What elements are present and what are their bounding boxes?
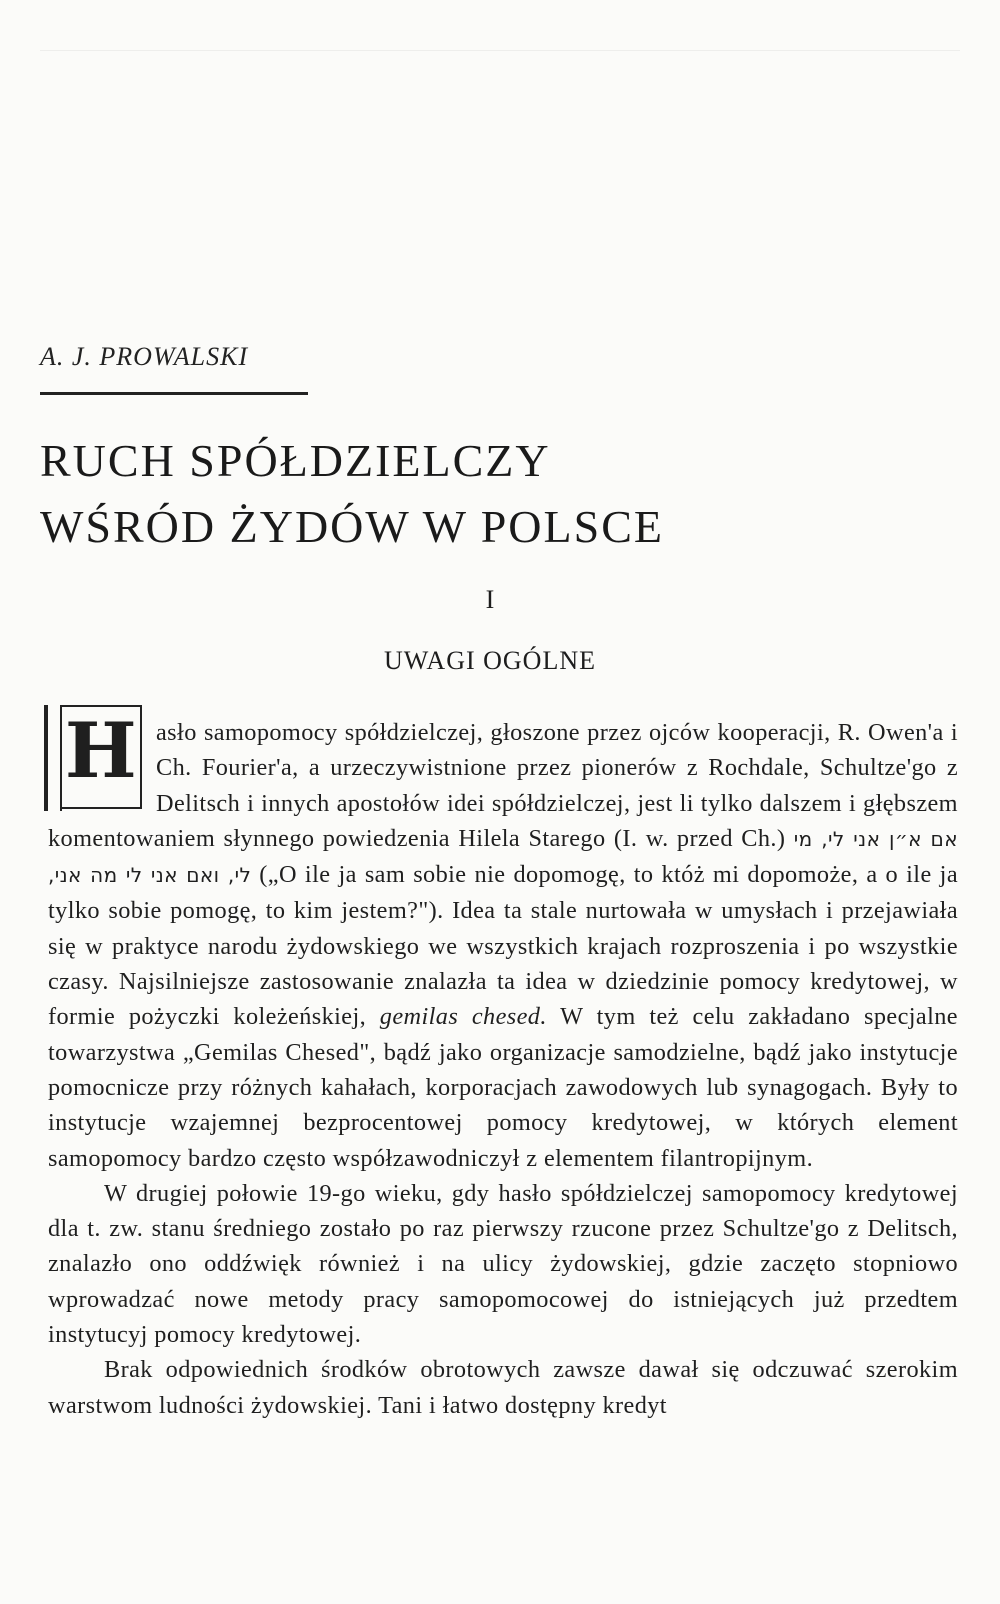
article-title bbox=[40, 428, 664, 560]
article-body bbox=[48, 706, 958, 1423]
title-line-2: WŚRÓD ŻYDÓW W POLSCE bbox=[40, 501, 664, 552]
paragraph-3: Brak odpowiednich środków obrotowych zawsze dawał się odczuwać szerokim warstwom ludności żydowskiej. Tani i łatwo dostępny kredyt bbox=[48, 1356, 958, 1419]
author-name: A. J. PROWALSKI bbox=[40, 342, 249, 371]
paragraph-1-text-a: asło samopomocy spółdzielczej, głoszone przez ojców kooperacji, R. Owen'a i Ch. Fourier'a, a urzeczywistnione przez pionerów z Rochdale, Schultze'go z Delitsch i innych apostołów idei spółdzielczej, jest li tylko dalszem i głębszem komentowaniem słynnego powiedzenia Hilela Starego (I. w. przed Ch.) bbox=[48, 719, 958, 852]
gemilas-chesed-term: gemilas chesed. bbox=[379, 1003, 547, 1031]
paragraph-2: W drugiej połowie 19-go wieku, gdy hasło spółdzielczej samopomocy kredytowej dla t. zw. stanu średniego zostało po raz pierwszy rzucone przez Schultze'go z Delitsch, znalazło ono oddźwięk również i na ulicy żydowskiej, gdzie zaczęto stopniowo wprowadzać nowe metody pracy samopomocowej do istniejących już przedtem instytucyj pomocy kredytowej. bbox=[48, 1179, 958, 1349]
dropcap-letter: H bbox=[64, 706, 138, 795]
paragraph-1-text-b: („O ile ja sam sobie nie dopomogę, to któż mi dopomoże, a o ile ja tylko sobie pomogę, to kim jestem?"). Idea ta stale nurtowała w umysłach i przejawiała się w praktyce narodu żydowskiego we wszystkich krajach rozproszenia i po wszystkie czasy. Najsilniejsze zastosowanie znalazła ta idea w dziedzinie pomocy kredytowej, w formie pożyczki koleżeńskiej, bbox=[48, 861, 958, 1031]
paragraph-1-text-c: W tym też celu zakładano specjalne towarzystwa „Gemilas Chesed", bądź jako organizacje samodzielne, bądź jako instytucje pomocnicze przy różnych kahałach, korporacjach zawodowych lub synagogach. Były to instytucje wzajemnej bezprocentowej pomocy kredytowej, w których element samopomocy bardzo często współzawodniczył z elementem filantropijnym. bbox=[48, 1003, 958, 1172]
section-heading: UWAGI OGÓLNE bbox=[383, 646, 596, 675]
author-underline bbox=[40, 392, 308, 395]
faint-bleed-through bbox=[40, 10, 960, 51]
paragraph-1 bbox=[48, 706, 958, 1176]
dropcap-bars bbox=[44, 705, 62, 811]
section-number: I bbox=[485, 585, 495, 614]
title-line-1: RUCH SPÓŁDZIELCZY bbox=[40, 435, 551, 486]
dropcap-initial bbox=[44, 705, 146, 811]
hebrew-quote: אם א״ן אני לי, מי לי, ואם אני לי מה אני, bbox=[48, 826, 958, 888]
